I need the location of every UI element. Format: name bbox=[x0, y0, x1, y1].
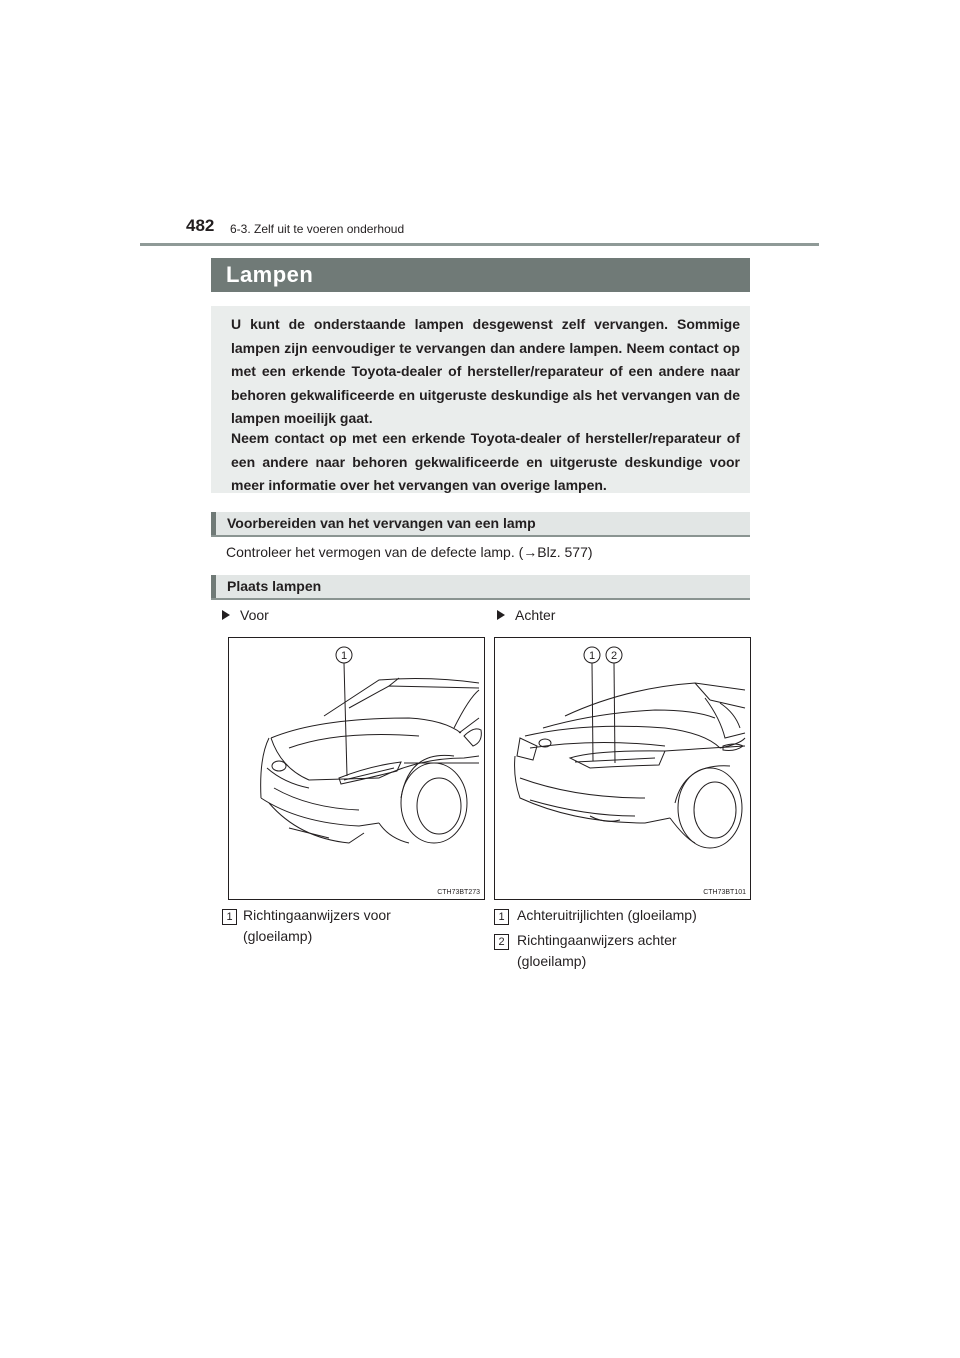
section-stripe bbox=[211, 575, 216, 598]
section-heading-label: Voorbereiden van het vervangen van een lamp bbox=[227, 515, 536, 531]
front-caption: Richtingaanwijzers voor (gloeilamp) bbox=[243, 907, 391, 944]
section-heading-preparation bbox=[211, 512, 750, 537]
rear-caption-1: Achteruitrijlichten (gloeilamp) bbox=[517, 907, 697, 923]
page-title: Lampen bbox=[226, 262, 314, 287]
rear-caption-2: Richtingaanwijzers achter (gloeilamp) bbox=[517, 932, 677, 969]
callout-leader-line bbox=[344, 663, 347, 776]
rear-label bbox=[497, 607, 555, 623]
callout-leader-line bbox=[614, 663, 615, 763]
callout-leader-line bbox=[592, 663, 593, 761]
callout-1-label: 1 bbox=[340, 650, 348, 662]
front-car-drawing bbox=[229, 638, 484, 899]
page-number: 482 bbox=[186, 216, 215, 235]
image-code: CTH73BT101 bbox=[703, 889, 746, 896]
callout-2-label: 2 bbox=[610, 650, 618, 662]
body-text: Controleer het vermogen van de defecte lamp. (→Blz. 577) bbox=[226, 544, 593, 560]
image-code: CTH73BT273 bbox=[437, 889, 480, 896]
rear-car-illustration bbox=[494, 637, 751, 900]
callout-1-label: 1 bbox=[588, 650, 596, 662]
triangle-bullet-icon bbox=[222, 610, 230, 620]
section-stripe bbox=[211, 512, 216, 535]
caption-number-box: 1 bbox=[494, 909, 509, 925]
front-label bbox=[222, 607, 269, 623]
header-divider bbox=[140, 243, 819, 246]
breadcrumb: 6-3. Zelf uit te voeren onderhoud bbox=[230, 222, 405, 236]
rear-car-drawing bbox=[495, 638, 750, 899]
caption-number-box: 2 bbox=[494, 934, 509, 950]
section-heading-label: Plaats lampen bbox=[227, 578, 322, 594]
front-car-illustration bbox=[228, 637, 485, 900]
triangle-bullet-icon bbox=[497, 610, 505, 620]
intro-paragraph-1: U kunt de onderstaande lampen desgewenst zelf vervangen. Sommige lampen zijn eenvoudiger te vervangen dan andere lampen. Neem contact op met een erkende Toyota-dealer of hersteller/reparateur of een andere naar behoren gekwalificeerde en uitgeruste deskundige als het vervangen van de lampen moeilijk gaat. bbox=[231, 316, 740, 426]
intro-paragraph-2: Neem contact op met een erkende Toyota-dealer of hersteller/reparateur of een andere naar behoren gekwalificeerde en uitgeruste deskundige voor meer informatie over het vervangen van overige lampen. bbox=[231, 430, 740, 493]
section-heading-locations bbox=[211, 575, 750, 600]
rear-label-text: Achter bbox=[515, 607, 556, 623]
front-label-text: Voor bbox=[240, 607, 269, 623]
caption-number-box: 1 bbox=[222, 909, 237, 925]
